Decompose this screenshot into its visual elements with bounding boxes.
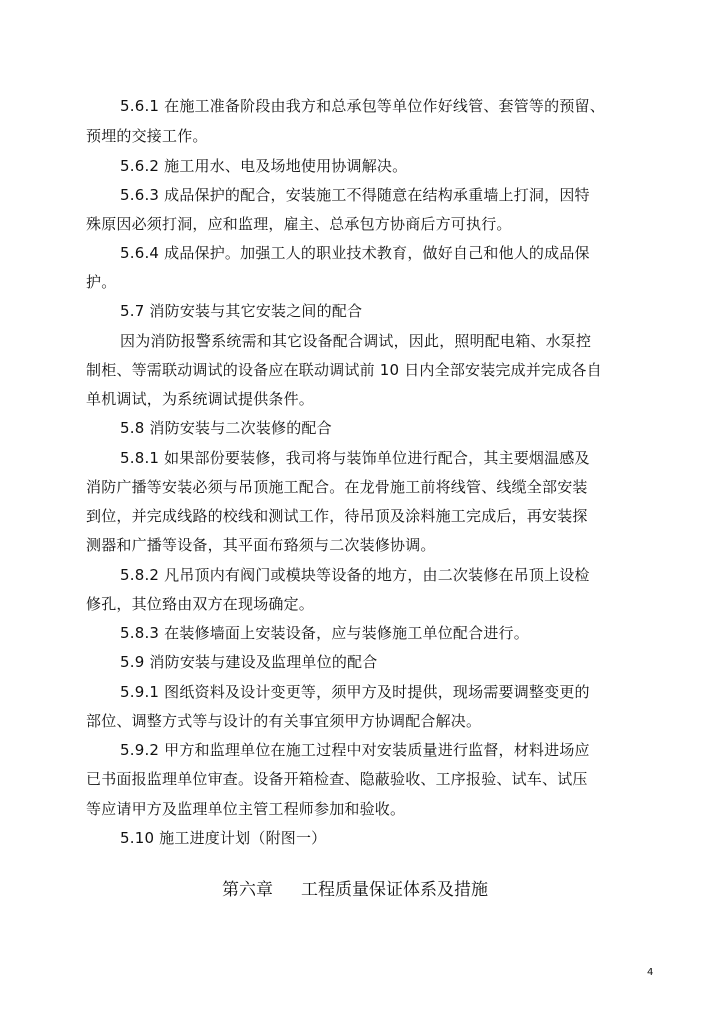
text-line: 5.9.2 甲方和监理单位在施工过程中对安装质量进行监督，材料进场应 [120,741,590,759]
text-line: 5.6.1 在施工准备阶段由我方和总承包等单位作好线管、套管等的预留、 [120,97,605,115]
text-line: 殊原因必须打洞，应和监理，雇主、总承包方协商后方可执行。 [86,215,512,233]
section-heading: 5.9 消防安装与建设及监理单位的配合 [120,653,378,671]
text-line: 预埋的交接工作。 [86,127,208,145]
text-line: 到位，并完成线路的校线和测试工作，待吊顶及涂料施工完成后，再安装探 [86,507,588,525]
section-heading: 5.7 消防安装与其它安装之间的配合 [120,302,363,320]
text-line: 测器和广播等设备，其平面布臵须与二次装修协调。 [86,536,436,554]
chapter-number: 第六章 [222,880,273,900]
text-line: 5.8.3 在装修墙面上安装设备，应与装修施工单位配合进行。 [120,624,529,642]
text-line: 护。 [86,273,117,291]
text-line: 单机调试，为系统调试提供条件。 [86,390,315,408]
text-line: 5.8.2 凡吊顶内有阀门或模块等设备的地方，由二次装修在吊顶上设检 [120,566,590,584]
text-line: 消防广播等安装必须与吊顶施工配合。在龙骨施工前将线管、线缆全部安装 [86,478,588,496]
chapter-title: 工程质量保证体系及措施 [301,880,488,900]
text-line: 修孔，其位臵由双方在现场确定。 [86,595,315,613]
section-heading: 5.10 施工进度计划（附图一） [120,829,327,847]
text-line: 5.8.1 如果部份要装修，我司将与装饰单位进行配合，其主要烟温感及 [120,449,590,467]
text-line: 5.9.1 图纸资料及设计变更等，须甲方及时提供，现场需要调整变更的 [120,683,590,701]
page-number: 4 [647,967,654,978]
text-line: 等应请甲方及监理单位主管工程师参加和验收。 [86,800,406,818]
text-line: 5.6.2 施工用水、电及场地使用协调解决。 [120,157,408,175]
chapter-heading [222,879,488,901]
text-line: 已书面报监理单位审查。设备开箱检查、隐蔽验收、工序报验、试车、试压 [86,770,588,788]
text-line: 5.6.3 成品保护的配合，安装施工不得随意在结构承重墙上打洞，因特 [120,186,590,204]
text-line: 制柜、等需联动调试的设备应在联动调试前 10 日内全部安装完成并完成各自 [86,361,602,379]
section-heading: 5.8 消防安装与二次装修的配合 [120,419,332,437]
text-line: 部位、调整方式等与设计的有关事宜须甲方协调配合解决。 [86,712,482,730]
text-line: 因为消防报警系统需和其它设备配合调试，因此，照明配电箱、水泵控 [120,332,592,350]
text-line: 5.6.4 成品保护。加强工人的职业技术教育，做好自己和他人的成品保 [120,244,590,262]
